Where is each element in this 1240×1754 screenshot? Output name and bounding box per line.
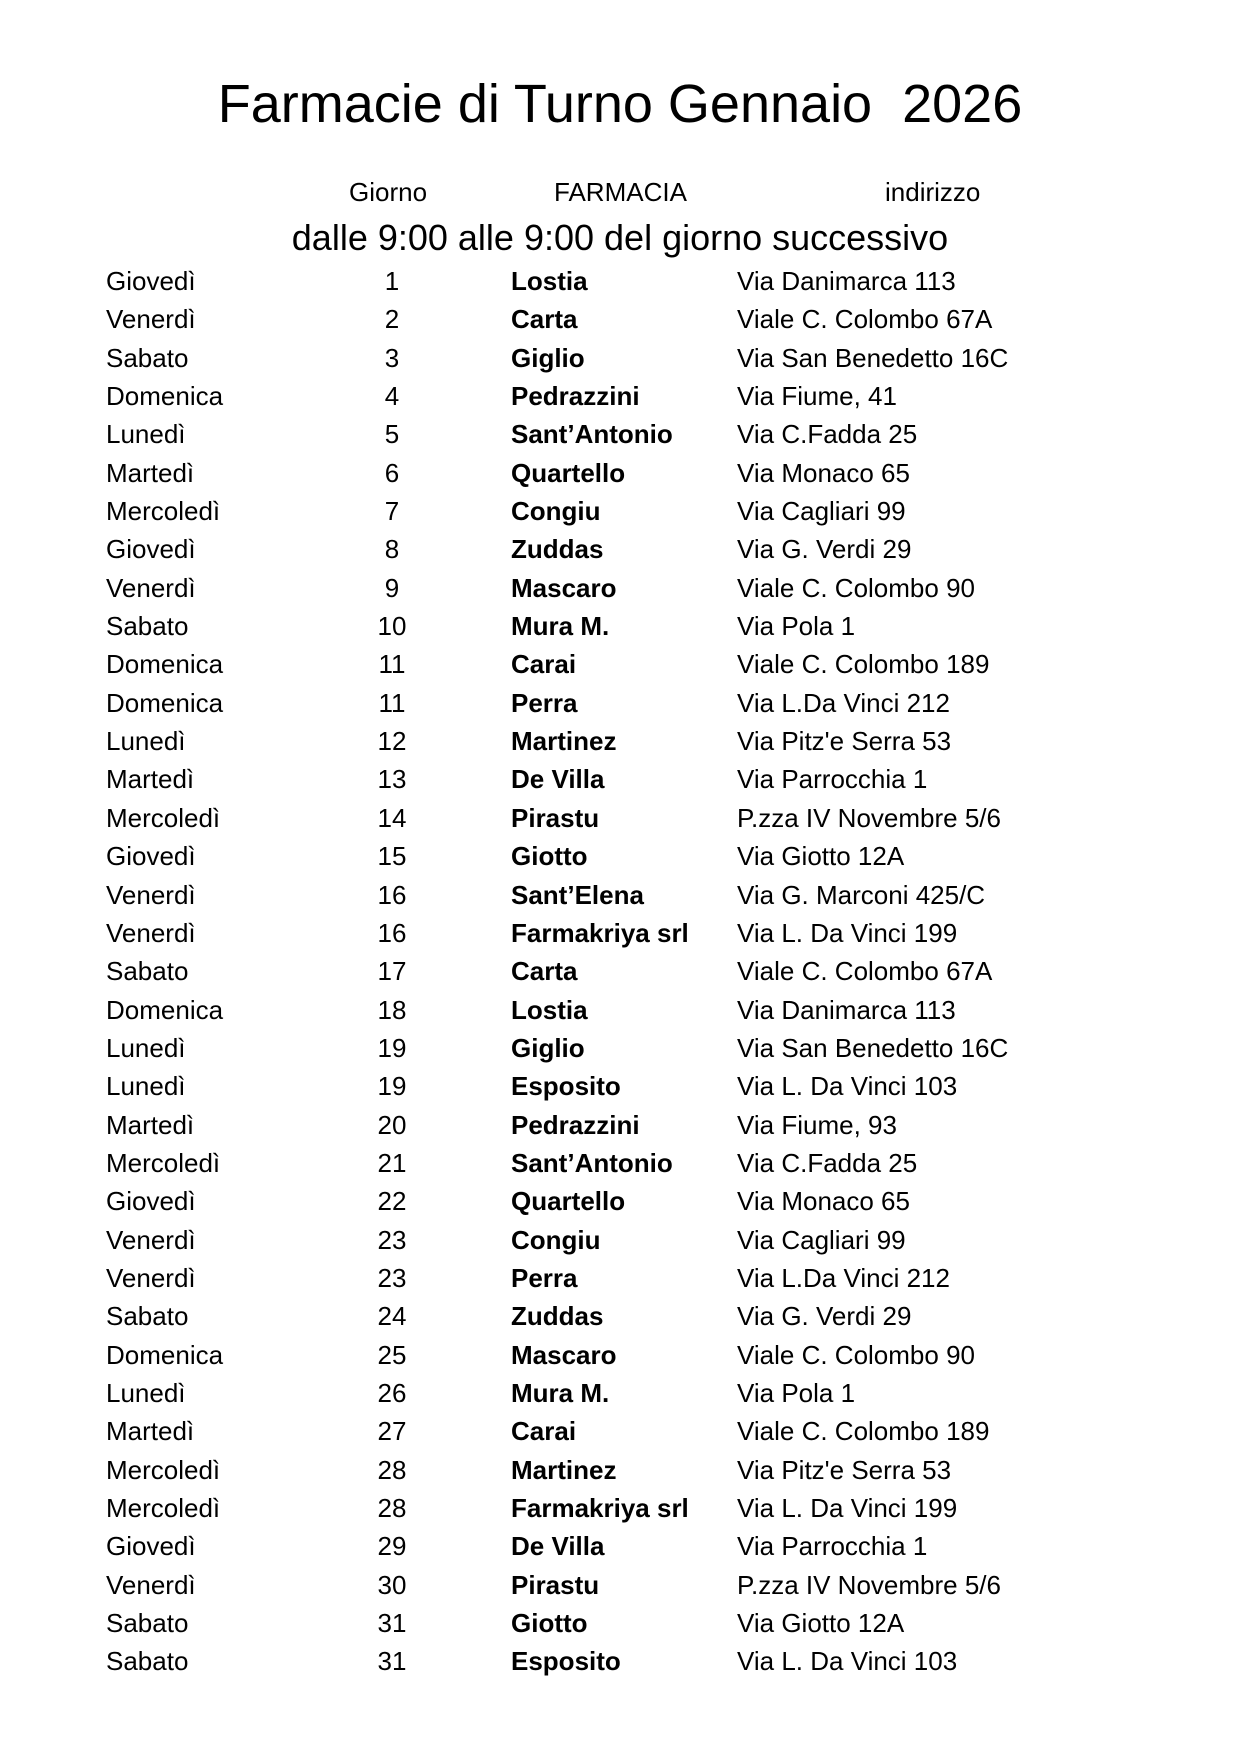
day-number: 2 <box>384 304 400 335</box>
day-of-week: Sabato <box>106 1646 189 1677</box>
column-header-farmacia: FARMACIA <box>554 177 687 207</box>
day-number: 25 <box>377 1339 407 1370</box>
pharmacy-address: Via G. Verdi 29 <box>737 1301 912 1332</box>
table-row <box>0 339 1240 377</box>
day-number: 7 <box>384 496 400 527</box>
pharmacy-name: Farmakriya srl <box>511 917 689 948</box>
day-number: 18 <box>377 994 407 1025</box>
day-number: 15 <box>377 841 407 872</box>
pharmacy-address: Via L. Da Vinci 199 <box>737 917 958 948</box>
day-of-week: Domenica <box>106 687 224 718</box>
pharmacy-address: Via Danimarca 113 <box>737 266 956 296</box>
pharmacy-name: Mascaro <box>511 572 617 603</box>
day-of-week: Giovedì <box>106 266 196 296</box>
day-of-week: Martedì <box>106 1109 195 1140</box>
day-of-week: Venerdì <box>106 1224 196 1255</box>
day-number: 11 <box>378 649 406 680</box>
pharmacy-name: Martinez <box>511 726 617 757</box>
pharmacy-address: Via L.Da Vinci 212 <box>737 1262 950 1293</box>
pharmacy-name: Esposito <box>511 1646 621 1677</box>
day-of-week: Lunedì <box>106 1032 186 1063</box>
day-number: 12 <box>377 726 407 757</box>
pharmacy-name: Giotto <box>511 841 588 872</box>
day-of-week: Sabato <box>106 1301 189 1332</box>
table-row <box>0 722 1240 760</box>
day-number: 28 <box>377 1454 407 1485</box>
day-of-week: Sabato <box>106 956 189 987</box>
pharmacy-address: Viale C. Colombo 67A <box>737 956 993 987</box>
table-row <box>0 1527 1240 1565</box>
day-of-week: Venerdì <box>106 572 196 603</box>
table-row <box>0 1336 1240 1374</box>
day-number: 13 <box>377 764 407 795</box>
day-of-week: Mercoledì <box>106 1147 221 1178</box>
pharmacy-name: Mura M. <box>511 1377 610 1408</box>
pharmacy-name: Carta <box>511 304 578 335</box>
day-number: 17 <box>377 956 407 987</box>
pharmacy-name: Pirastu <box>511 1569 600 1600</box>
pharmacy-address: Via Pitz'e Serra 53 <box>737 726 952 757</box>
table-row <box>0 1566 1240 1604</box>
pharmacy-address: Via L. Da Vinci 103 <box>737 1071 958 1102</box>
day-of-week: Giovedì <box>106 1531 196 1562</box>
day-of-week: Domenica <box>106 649 224 680</box>
pharmacy-name: Carai <box>511 649 577 680</box>
pharmacy-name: Mura M. <box>511 611 610 642</box>
pharmacy-name: Zuddas <box>511 1301 604 1332</box>
column-header-giorno: Giorno <box>349 177 428 207</box>
pharmacy-name: Mascaro <box>511 1339 617 1370</box>
pharmacy-name: Carai <box>511 1416 577 1447</box>
pharmacy-address: Via Monaco 65 <box>737 457 910 488</box>
table-row <box>0 837 1240 875</box>
table-row <box>0 1604 1240 1642</box>
day-number: 28 <box>377 1493 407 1523</box>
pharmacy-name: Martinez <box>511 1454 617 1485</box>
pharmacy-name: Pedrazzini <box>511 1109 640 1140</box>
day-of-week: Martedì <box>106 1416 195 1447</box>
pharmacy-address: Via C.Fadda 25 <box>737 419 918 450</box>
pharmacy-name: Lostia <box>511 994 588 1025</box>
day-number: 9 <box>384 572 400 603</box>
table-row <box>0 1451 1240 1489</box>
pharmacy-name: Carta <box>511 956 578 987</box>
pharmacy-name: Lostia <box>511 266 588 296</box>
table-row <box>0 1259 1240 1297</box>
pharmacy-address: Via San Benedetto 16C <box>737 342 1009 373</box>
table-row <box>0 684 1240 722</box>
day-number: 5 <box>384 419 400 450</box>
pharmacy-name: Congiu <box>511 1224 601 1255</box>
page-title: Farmacie di Turno Gennaio 2026 <box>217 74 1023 134</box>
table-row <box>0 1182 1240 1220</box>
pharmacy-address: P.zza IV Novembre 5/6 <box>737 802 1001 833</box>
table-row <box>0 492 1240 530</box>
pharmacy-name: De Villa <box>511 1531 605 1562</box>
day-number: 4 <box>384 381 400 412</box>
day-of-week: Mercoledì <box>106 802 221 833</box>
pharmacy-address: Via Danimarca 113 <box>737 994 956 1025</box>
pharmacy-address: Via Monaco 65 <box>737 1186 910 1217</box>
day-of-week: Mercoledì <box>106 496 221 527</box>
schedule-hours-subtitle: dalle 9:00 alle 9:00 del giorno successivo <box>291 217 949 258</box>
day-of-week: Venerdì <box>106 917 196 948</box>
pharmacy-address: Viale C. Colombo 189 <box>737 649 990 680</box>
pharmacy-name: Sant’Antonio <box>511 1147 673 1178</box>
day-number: 20 <box>377 1109 407 1140</box>
pharmacy-name: Pedrazzini <box>511 381 640 412</box>
pharmacy-name: De Villa <box>511 764 605 795</box>
pharmacy-name: Quartello <box>511 1186 626 1217</box>
day-of-week: Lunedì <box>106 1377 186 1408</box>
table-row <box>0 991 1240 1029</box>
day-of-week: Lunedì <box>106 419 186 450</box>
pharmacy-address: Via C.Fadda 25 <box>737 1147 918 1178</box>
day-number: 21 <box>377 1147 407 1178</box>
table-row <box>0 415 1240 453</box>
pharmacy-name: Sant’Elena <box>511 879 644 910</box>
pharmacy-address: Via Cagliari 99 <box>737 1224 906 1255</box>
pharmacy-name: Esposito <box>511 1071 621 1102</box>
table-row <box>0 799 1240 837</box>
table-row <box>0 952 1240 990</box>
pharmacy-address: P.zza IV Novembre 5/6 <box>737 1569 1001 1600</box>
pharmacy-address: Via Giotto 12A <box>737 1608 905 1639</box>
day-number: 11 <box>378 687 406 718</box>
table-row <box>0 262 1240 300</box>
table-row <box>0 1297 1240 1335</box>
day-of-week: Venerdì <box>106 1262 196 1293</box>
pharmacy-name: Giglio <box>511 342 585 373</box>
day-number: 24 <box>377 1301 407 1332</box>
table-row <box>0 1029 1240 1067</box>
pharmacy-name: Sant’Antonio <box>511 419 673 450</box>
pharmacy-address: Via Parrocchia 1 <box>737 1531 928 1562</box>
pharmacy-address: Via San Benedetto 16C <box>737 1032 1009 1063</box>
pharmacy-name: Perra <box>511 1262 578 1293</box>
day-number: 23 <box>377 1224 407 1255</box>
pharmacy-address: Via L.Da Vinci 212 <box>737 687 950 718</box>
day-of-week: Sabato <box>106 611 189 642</box>
day-number: 22 <box>377 1186 407 1217</box>
pharmacy-address: Viale C. Colombo 67A <box>737 304 993 335</box>
day-number: 31 <box>377 1646 407 1677</box>
table-row <box>0 914 1240 952</box>
table-row <box>0 1642 1240 1680</box>
day-of-week: Venerdì <box>106 304 196 335</box>
table-row <box>0 1374 1240 1412</box>
day-of-week: Sabato <box>106 1608 189 1639</box>
day-number: 23 <box>377 1262 407 1293</box>
pharmacy-name: Giotto <box>511 1608 588 1639</box>
pharmacy-address: Via G. Marconi 425/C <box>737 879 986 910</box>
pharmacy-address: Via Pola 1 <box>737 611 856 642</box>
day-number: 30 <box>377 1569 407 1600</box>
day-of-week: Lunedì <box>106 726 186 757</box>
table-row <box>0 300 1240 338</box>
pharmacy-address: Viale C. Colombo 189 <box>737 1416 990 1447</box>
day-of-week: Martedì <box>106 764 195 795</box>
pharmacy-name: Congiu <box>511 496 601 527</box>
table-row <box>0 1221 1240 1259</box>
day-number: 14 <box>377 802 407 833</box>
pharmacy-name: Quartello <box>511 457 626 488</box>
day-number: 31 <box>377 1608 407 1639</box>
day-number: 8 <box>384 534 400 565</box>
pharmacy-address: Via Giotto 12A <box>737 841 905 872</box>
day-number: 3 <box>384 342 400 373</box>
day-of-week: Martedì <box>106 457 195 488</box>
day-of-week: Lunedì <box>106 1071 186 1102</box>
pharmacy-address: Via Pitz'e Serra 53 <box>737 1454 952 1485</box>
day-number: 6 <box>384 457 400 488</box>
pharmacy-address: Via Fiume, 41 <box>737 381 897 412</box>
day-number: 1 <box>384 266 400 296</box>
table-row <box>0 1067 1240 1105</box>
day-of-week: Venerdì <box>106 879 196 910</box>
day-of-week: Giovedì <box>106 534 196 565</box>
day-of-week: Mercoledì <box>106 1454 221 1485</box>
day-number: 10 <box>377 611 407 642</box>
day-number: 29 <box>377 1531 407 1562</box>
table-row <box>0 645 1240 683</box>
day-of-week: Sabato <box>106 342 189 373</box>
day-of-week: Mercoledì <box>106 1493 221 1523</box>
table-row <box>0 1412 1240 1450</box>
table-row <box>0 530 1240 568</box>
day-number: 27 <box>377 1416 407 1447</box>
pharmacy-name: Pirastu <box>511 802 600 833</box>
table-row <box>0 1144 1240 1182</box>
table-row <box>0 876 1240 914</box>
day-of-week: Giovedì <box>106 1186 196 1217</box>
schedule-table <box>0 262 1240 1681</box>
table-row <box>0 1489 1240 1527</box>
table-row <box>0 569 1240 607</box>
table-row <box>0 377 1240 415</box>
day-of-week: Venerdì <box>106 1569 196 1600</box>
pharmacy-address: Via Parrocchia 1 <box>737 764 928 795</box>
pharmacy-address: Via Cagliari 99 <box>737 496 906 527</box>
day-of-week: Giovedì <box>106 841 196 872</box>
pharmacy-address: Via L. Da Vinci 199 <box>737 1493 958 1523</box>
day-number: 16 <box>377 879 407 910</box>
day-number: 26 <box>377 1377 407 1408</box>
pharmacy-address: Via Pola 1 <box>737 1377 856 1408</box>
pharmacy-address: Via L. Da Vinci 103 <box>737 1646 958 1677</box>
day-of-week: Domenica <box>106 994 224 1025</box>
pharmacy-address: Via Fiume, 93 <box>737 1109 897 1140</box>
column-header-indirizzo: indirizzo <box>885 177 981 207</box>
pharmacy-address: Via G. Verdi 29 <box>737 534 912 565</box>
table-row <box>0 1106 1240 1144</box>
table-row <box>0 760 1240 798</box>
table-row <box>0 607 1240 645</box>
pharmacy-name: Giglio <box>511 1032 585 1063</box>
pharmacy-name: Farmakriya srl <box>511 1493 689 1523</box>
day-number: 19 <box>377 1071 407 1102</box>
pharmacy-address: Viale C. Colombo 90 <box>737 1339 975 1370</box>
day-number: 16 <box>377 917 407 948</box>
day-of-week: Domenica <box>106 1339 224 1370</box>
day-number: 19 <box>377 1032 407 1063</box>
day-of-week: Domenica <box>106 381 224 412</box>
table-row <box>0 454 1240 492</box>
pharmacy-name: Perra <box>511 687 578 718</box>
pharmacy-name: Zuddas <box>511 534 604 565</box>
pharmacy-address: Viale C. Colombo 90 <box>737 572 975 603</box>
